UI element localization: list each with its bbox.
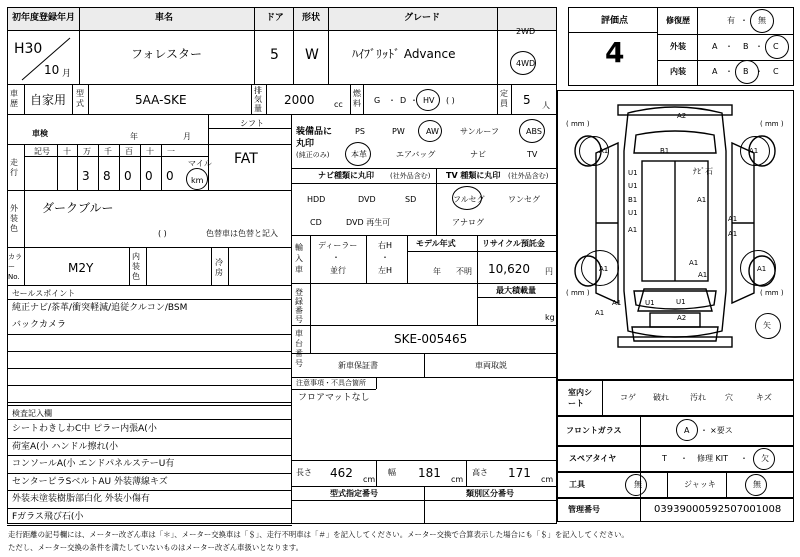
equip-aw-circle (418, 120, 442, 142)
height-label: 高さ (472, 468, 488, 477)
damage-mark: A1 (612, 299, 622, 307)
import-dot-2: ・ (381, 253, 389, 262)
diagram-na: ﾅﾋﾞ石 (693, 167, 713, 176)
mm-fr: ( mm ) (760, 120, 784, 128)
spare-no-circle (753, 448, 775, 470)
reg-no-label: 登録番号 (295, 288, 303, 324)
room-label: 室内シート (568, 388, 592, 408)
mileage-digit: 8 (103, 169, 111, 183)
reg-month-unit: 月 (62, 69, 72, 79)
equip-abs-circle (519, 119, 545, 143)
interior-dot-2: ・ (755, 67, 763, 76)
color-label: 外装色 (10, 204, 18, 233)
tools-value: 無 (634, 480, 642, 489)
equip-pw: PW (392, 127, 405, 136)
grade-label: グレード (404, 13, 441, 23)
cargo-label: 最大積載量 (496, 286, 536, 295)
fuel-hv: HV (423, 96, 435, 105)
shape-label: 形状 (302, 13, 321, 23)
tools-circle (625, 474, 647, 496)
navi-cd: CD (310, 218, 322, 227)
mileage-unit: 一 (167, 147, 175, 156)
car-name-label: 車名 (155, 13, 174, 23)
repair-yes: 有 (727, 16, 735, 25)
navi-hdd: HDD (307, 195, 326, 204)
mileage-digit: 3 (82, 169, 90, 183)
room-item: 破れ (653, 393, 669, 402)
type-spec-label: 型式指定番号 (330, 489, 378, 498)
glass-a-circle (676, 419, 698, 441)
disp-unit: cc (334, 100, 343, 109)
mileage-digit: 0 (166, 169, 174, 183)
fuel-g: G (374, 96, 381, 105)
shift-value: FAT (234, 151, 258, 167)
recycle-unit: 円 (545, 267, 553, 276)
color-value: ダークブルー (42, 201, 114, 215)
exterior-dot: ・ (725, 42, 733, 51)
color-note: 色替車は色替と記入 (206, 229, 278, 238)
inspect-line: Fガラス飛び石(小 (12, 511, 84, 522)
navi-note: (社外品含む) (390, 172, 431, 180)
room-item: 穴 (725, 393, 733, 402)
interior-b: B (743, 67, 749, 76)
damage-mark: U1 (628, 169, 638, 177)
glass-dot: ・ (700, 426, 708, 435)
ac-label: 冷房 (215, 258, 223, 277)
interior-a: A (712, 67, 718, 76)
interior-dot: ・ (725, 67, 733, 76)
grade-value: ﾊｲﾌﾞﾘｯﾄﾞ Advance (352, 47, 456, 61)
damage-mark: A2 (677, 112, 687, 120)
damage-mark: A2 (677, 314, 687, 322)
color-no-label: カラーNo. (8, 253, 22, 281)
fuel-dot: ・ (410, 96, 418, 105)
spare-label: スペアタイヤ (569, 454, 617, 463)
disp-label: 排気量 (254, 86, 262, 113)
score-value: 4 (605, 36, 625, 69)
mileage-unit: 千 (104, 147, 112, 156)
damage-mark: A1 (599, 147, 609, 155)
car-name: フォレスター (131, 47, 203, 61)
tv-oneseg: ワンセグ (508, 195, 540, 204)
equip-label: 装備品に (296, 127, 333, 137)
disp-value: 2000 (284, 93, 315, 107)
height-value: 171 (508, 466, 531, 480)
score-label: 評価点 (601, 16, 629, 26)
damage-mark: B1 (660, 147, 670, 155)
inspect-line: 荷室A(小 ハンドル擦れ(小 (12, 441, 119, 452)
recycle-value: 10,620 (488, 262, 530, 276)
sales-line: 純正ナビ/茶革/衝突軽減/追従クルコン/BSM (12, 303, 188, 313)
capacity-unit: 人 (542, 101, 550, 110)
cargo-unit: kg (545, 313, 555, 322)
mileage-digit: 0 (145, 169, 153, 183)
interior-c: C (773, 67, 779, 76)
inspect-line: シートわきしわC中 ピラー内張A(小 (12, 424, 157, 434)
frame-value: SKE-005465 (394, 332, 468, 346)
room-item: 汚れ (690, 393, 706, 402)
inspect-line: コンソールA(小 エンドパネルステーU有 (12, 459, 175, 469)
damage-mark: A1 (595, 309, 605, 317)
damage-mark: A1 (599, 265, 609, 273)
use-label: 車歴 (10, 89, 18, 108)
jack-circle (745, 474, 767, 496)
repair-dot: ・ (740, 16, 748, 25)
reg-year: H30 (14, 41, 43, 57)
mm-rl: ( mm ) (566, 289, 590, 297)
equip-leather: 本革 (351, 150, 367, 159)
damage-mark: A1 (689, 259, 699, 267)
model-year-label: モデル年式 (416, 239, 456, 248)
fuel-dot: ・ (388, 96, 396, 105)
footer-line-1: 走行距離の記号欄には、メーター改ざん車は「＊」、メーター交換車は「＄」、走行不明車は「＃」を記入してください。メーター交換で合算表示した場合にも「＄」を記入してください。 (8, 530, 629, 539)
equip-abs: ABS (526, 127, 542, 136)
first-reg-label: 初年度登録年月 (12, 13, 76, 23)
length-unit: cm (363, 475, 376, 484)
model-year-unknown: 不明 (456, 267, 472, 276)
damage-mark: A1 (728, 230, 738, 238)
mileage-unit: 十 (63, 147, 71, 156)
length-value: 462 (330, 466, 353, 480)
room-item: キズ (756, 393, 772, 402)
shaken-label: 車検 (32, 129, 48, 138)
shift-label: シフト (240, 119, 264, 128)
exterior-c-circle (765, 35, 789, 59)
shaken-month: 月 (183, 132, 191, 141)
jack-value: 無 (753, 480, 761, 489)
warranty-label: 新車保証書 (338, 361, 378, 370)
import-left: 左H (378, 266, 393, 275)
exterior-label: 外装 (670, 42, 686, 51)
exterior-b: B (743, 42, 749, 51)
import-dot: ・ (332, 253, 340, 262)
exterior-c: C (773, 42, 779, 51)
damage-mark: A1 (757, 265, 767, 273)
color-paren: ( ) (158, 229, 167, 238)
drive-2wd: 2WD (516, 27, 536, 36)
notes-value: フロアマットなし (298, 393, 370, 403)
interior-grade-label: 内装 (670, 67, 686, 76)
spare-t: T (662, 454, 667, 463)
frame-label: 車台番号 (295, 329, 303, 368)
type-label: 型式 (76, 89, 84, 108)
damage-mark: U1 (628, 182, 638, 190)
class-no-label: 類別区分番号 (466, 489, 514, 498)
shape-value: W (305, 47, 319, 63)
mile-label: マイル (188, 159, 212, 168)
import-label: 輸入車 (295, 243, 303, 274)
recycle-label: リサイクル預託金 (482, 239, 545, 248)
equip-tv: TV (527, 150, 538, 159)
damage-mark: A1 (749, 147, 759, 155)
mileage-unit: 万 (83, 147, 91, 156)
glass-x: ×要ス (710, 426, 733, 435)
tv-label: TV 種類に丸印 (446, 171, 501, 180)
repair-label: 修復歴 (666, 16, 690, 25)
reg-month: 10 (44, 63, 60, 77)
drive-4wd: 4WD (516, 59, 536, 68)
door-label: ドア (266, 13, 284, 23)
damage-mark: A1 (697, 196, 707, 204)
mileage-label: 走行 (10, 158, 18, 177)
exterior-a: A (712, 42, 718, 51)
fuel-label: 燃料 (353, 89, 361, 108)
equip-label-2: 丸印 (296, 139, 315, 149)
sales-line: バックカメラ (12, 320, 67, 330)
damage-mark: B1 (628, 196, 638, 204)
km-label: km (191, 176, 204, 185)
equip-aw: AW (426, 127, 439, 136)
mileage-digit: 0 (124, 169, 132, 183)
equip-sunroof: サンルーフ (460, 127, 499, 136)
import-parallel: 並行 (330, 266, 346, 275)
notes-label: 注意事項・不具合箇所 (296, 379, 366, 387)
shaken-year: 年 (130, 132, 138, 141)
navi-dvd-play: DVD 再生可 (346, 218, 391, 227)
fuel-d: D (400, 96, 407, 105)
repair-no: 無 (758, 16, 766, 25)
damage-mark: U1 (628, 209, 638, 217)
equip-label-3: (純正のみ) (296, 151, 330, 159)
inspect-line: 外装未塗装樹脂部白化 外装小傷有 (12, 494, 150, 504)
spare-dot: ・ (680, 454, 688, 463)
length-label: 長さ (296, 468, 312, 477)
mgmt-label: 管理番号 (568, 505, 600, 514)
exterior-dot-2: ・ (755, 42, 763, 51)
repair-no-circle (750, 9, 774, 33)
spare-dot-2: ・ (740, 454, 748, 463)
navi-sd: SD (405, 195, 417, 204)
mm-rr: ( mm ) (760, 289, 784, 297)
drive-4wd-circle (510, 51, 536, 75)
damage-mark: U1 (645, 299, 655, 307)
equip-ps: PS (355, 127, 365, 136)
footer-line-2: ただし、メーター交換の条件を満たしていないものはメーター改ざん車扱いとなります。 (8, 543, 304, 552)
spare-kit: 修理 KIT (697, 454, 729, 463)
equip-navi: ナビ (470, 150, 486, 159)
mm-fl: ( mm ) (566, 120, 590, 128)
import-right: 右H (378, 241, 393, 250)
use-value: 自家用 (30, 93, 67, 107)
manual-label: 車両取説 (475, 361, 507, 370)
capacity-value: 5 (523, 93, 531, 107)
equip-airbag: エアバッグ (396, 150, 436, 159)
km-circle (186, 168, 208, 190)
inspect-label: 検査記入欄 (12, 409, 52, 418)
mileage-unit: 十 (146, 147, 154, 156)
tools-label: 工具 (569, 480, 585, 489)
glass-a: A (684, 426, 690, 435)
height-unit: cm (541, 475, 554, 484)
width-label: 幅 (388, 468, 396, 477)
damage-mark: A1 (628, 226, 638, 234)
mileage-unit: 百 (125, 147, 133, 156)
navi-label: ナビ種類に丸印 (318, 171, 374, 180)
tv-fullseg: フルセグ (453, 195, 485, 204)
mgmt-value: 03939000592507001008 (654, 504, 782, 515)
import-dealer: ディーラー (318, 241, 358, 250)
width-value: 181 (418, 466, 441, 480)
interior-b-circle (735, 60, 759, 84)
color-no-value: M2Y (68, 261, 94, 275)
tv-note: (社外品含む) (508, 172, 549, 180)
tv-fullseg-circle (452, 186, 482, 210)
model-year-year: 年 (433, 267, 441, 276)
damage-mark: A1 (698, 271, 708, 279)
car-outline (558, 91, 793, 379)
fuel-hv-circle (416, 89, 440, 111)
damage-sign: 矢 (763, 321, 771, 330)
type-value: 5AA-SKE (135, 93, 187, 107)
damage-mark: A1 (728, 215, 738, 223)
width-unit: cm (451, 475, 464, 484)
navi-dvd: DVD (358, 195, 376, 204)
interior-color-label: 内装色 (132, 252, 140, 281)
inspect-line: センターピラSベルトAU 外装薄線キズ (12, 476, 168, 487)
room-item: コゲ (620, 393, 636, 402)
mileage-kigo: 記号 (34, 147, 50, 156)
tv-analog: アナログ (452, 218, 484, 227)
equip-leather-circle (345, 142, 371, 166)
damage-mark: U1 (676, 298, 686, 306)
fuel-paren: ( ) (446, 96, 455, 105)
sales-label: セールスポイント (12, 289, 76, 298)
spare-no: 欠 (761, 454, 769, 463)
capacity-label: 定員 (500, 89, 508, 108)
glass-label: フロントガラス (566, 426, 622, 435)
door-count: 5 (270, 47, 279, 63)
jack-label: ジャッキ (684, 480, 716, 489)
